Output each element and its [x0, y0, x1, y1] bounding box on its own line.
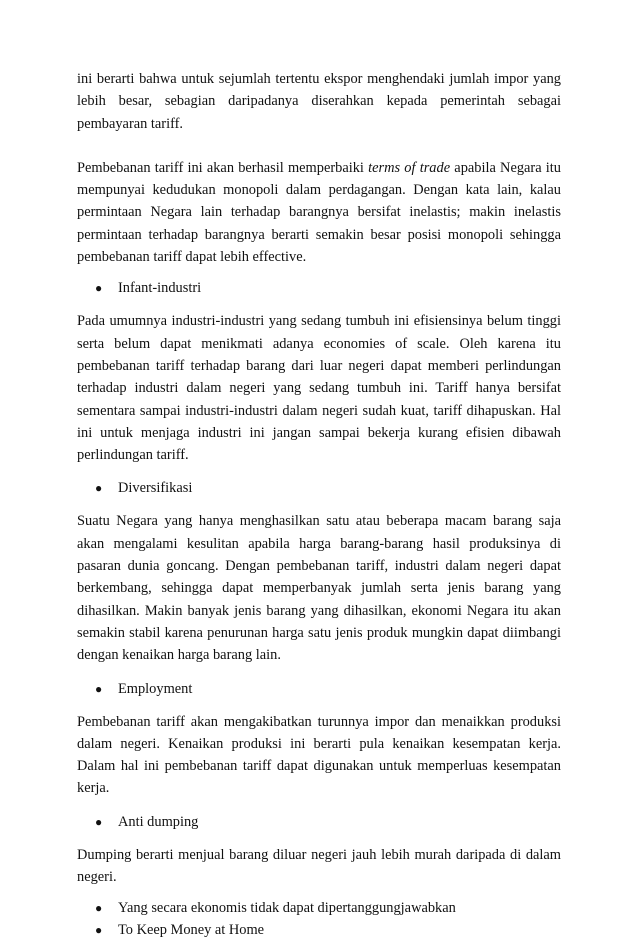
- document-page: [77, 68, 561, 941]
- paragraph-terms-of-trade: [77, 157, 561, 268]
- bullet-list: [77, 811, 561, 833]
- bullet-keep-money: [77, 919, 561, 941]
- bullet-label: Yang secara ekonomis tidak dapat dipertanggungjawabkan: [118, 900, 456, 917]
- paragraph-infant-industri: Pada umumnya industri-industri yang sedang tumbuh ini efisiensinya belum tinggi serta belum dapat menikmati adanya economies of scale. Oleh karena itu pembebanan tariff terhadap barang dari luar negeri dapat memberi perlindungan terhadap industri dalam negeri yang sedang tumbuh ini. Tariff hanya bersifat sementara sampai industri-industri dalam negeri sudah kuat, tariff dihapuskan. Hal ini untuk menjaga industri ini jangan sampai bekerja kurang efisien dibawah perlindungan tariff.: [77, 313, 561, 464]
- bullet-label: Anti dumping: [118, 813, 199, 830]
- bullet-list-final: [77, 897, 561, 941]
- bullet-label: Employment: [118, 680, 193, 697]
- bullet-ekonomis: [77, 897, 561, 919]
- bullet-anti-dumping: [77, 811, 561, 833]
- bullet-icon: ●: [95, 281, 103, 296]
- italic-term: terms of trade: [368, 159, 451, 176]
- bullet-icon: ●: [95, 681, 103, 696]
- bullet-label: Diversifikasi: [118, 480, 193, 497]
- paragraph-diversifikasi: Suatu Negara yang hanya menghasilkan satu atau beberapa macam barang saja akan mengalami kesulitan apabila harga barang-barang hasil produksinya di pasaran dunia goncang. Dengan pembebanan tariff, industri dalam negeri dapat berkembang, sehingga dapat memperbanyak jumlah serta jenis barang yang dihasilkan. Makin banyak jenis barang yang dihasilkan, ekonomi Negara itu akan semakin stabil karena penurunan harga satu jenis produk mungkin dapat diimbangi dengan kenaikan harga barang lain.: [77, 513, 561, 664]
- bullet-diversifikasi: [77, 477, 561, 499]
- paragraph-employment: Pembebanan tariff akan mengakibatkan turunnya impor dan menaikkan produksi dalam negeri. Kenaikan produksi ini berarti pula kenaikan kesempatan kerja. Dalam hal ini pembebanan tariff dapat digunakan untuk memperluas kesempatan kerja.: [77, 713, 561, 797]
- bullet-infant-industri: [77, 277, 561, 299]
- bullet-icon: ●: [95, 901, 103, 916]
- bullet-icon: ●: [95, 481, 103, 496]
- bullet-list: [77, 477, 561, 499]
- text-run: apabila Negara itu mempunyai kedudukan monopoli dalam perdagangan. Dengan kata lain, kalau permintaan Negara lain terhadap barangnya bersifat inelastis; makin inelastis permintaan terhadap barangnya berarti semakin besar posisi monopoli sehingga pembebanan tariff dapat lebih effective.: [77, 159, 562, 266]
- bullet-icon: ●: [95, 923, 103, 938]
- bullet-list: [77, 678, 561, 700]
- paragraph-anti-dumping: Dumping berarti menjual barang diluar negeri jauh lebih murah daripada di dalam negeri.: [77, 846, 561, 886]
- bullet-list: [77, 277, 561, 299]
- paragraph-tariff-revenue: ini berarti bahwa untuk sejumlah tertentu ekspor menghendaki jumlah impor yang lebih besar, sebagian daripadanya diserahkan kepada pemerintah sebagai pembayaran tariff.: [77, 71, 561, 132]
- bullet-label: Infant-industri: [118, 280, 202, 297]
- bullet-employment: [77, 678, 561, 700]
- bullet-label: To Keep Money at Home: [118, 922, 265, 939]
- bullet-icon: ●: [95, 814, 103, 829]
- text-run: Pembebanan tariff ini akan berhasil memperbaiki: [77, 159, 369, 176]
